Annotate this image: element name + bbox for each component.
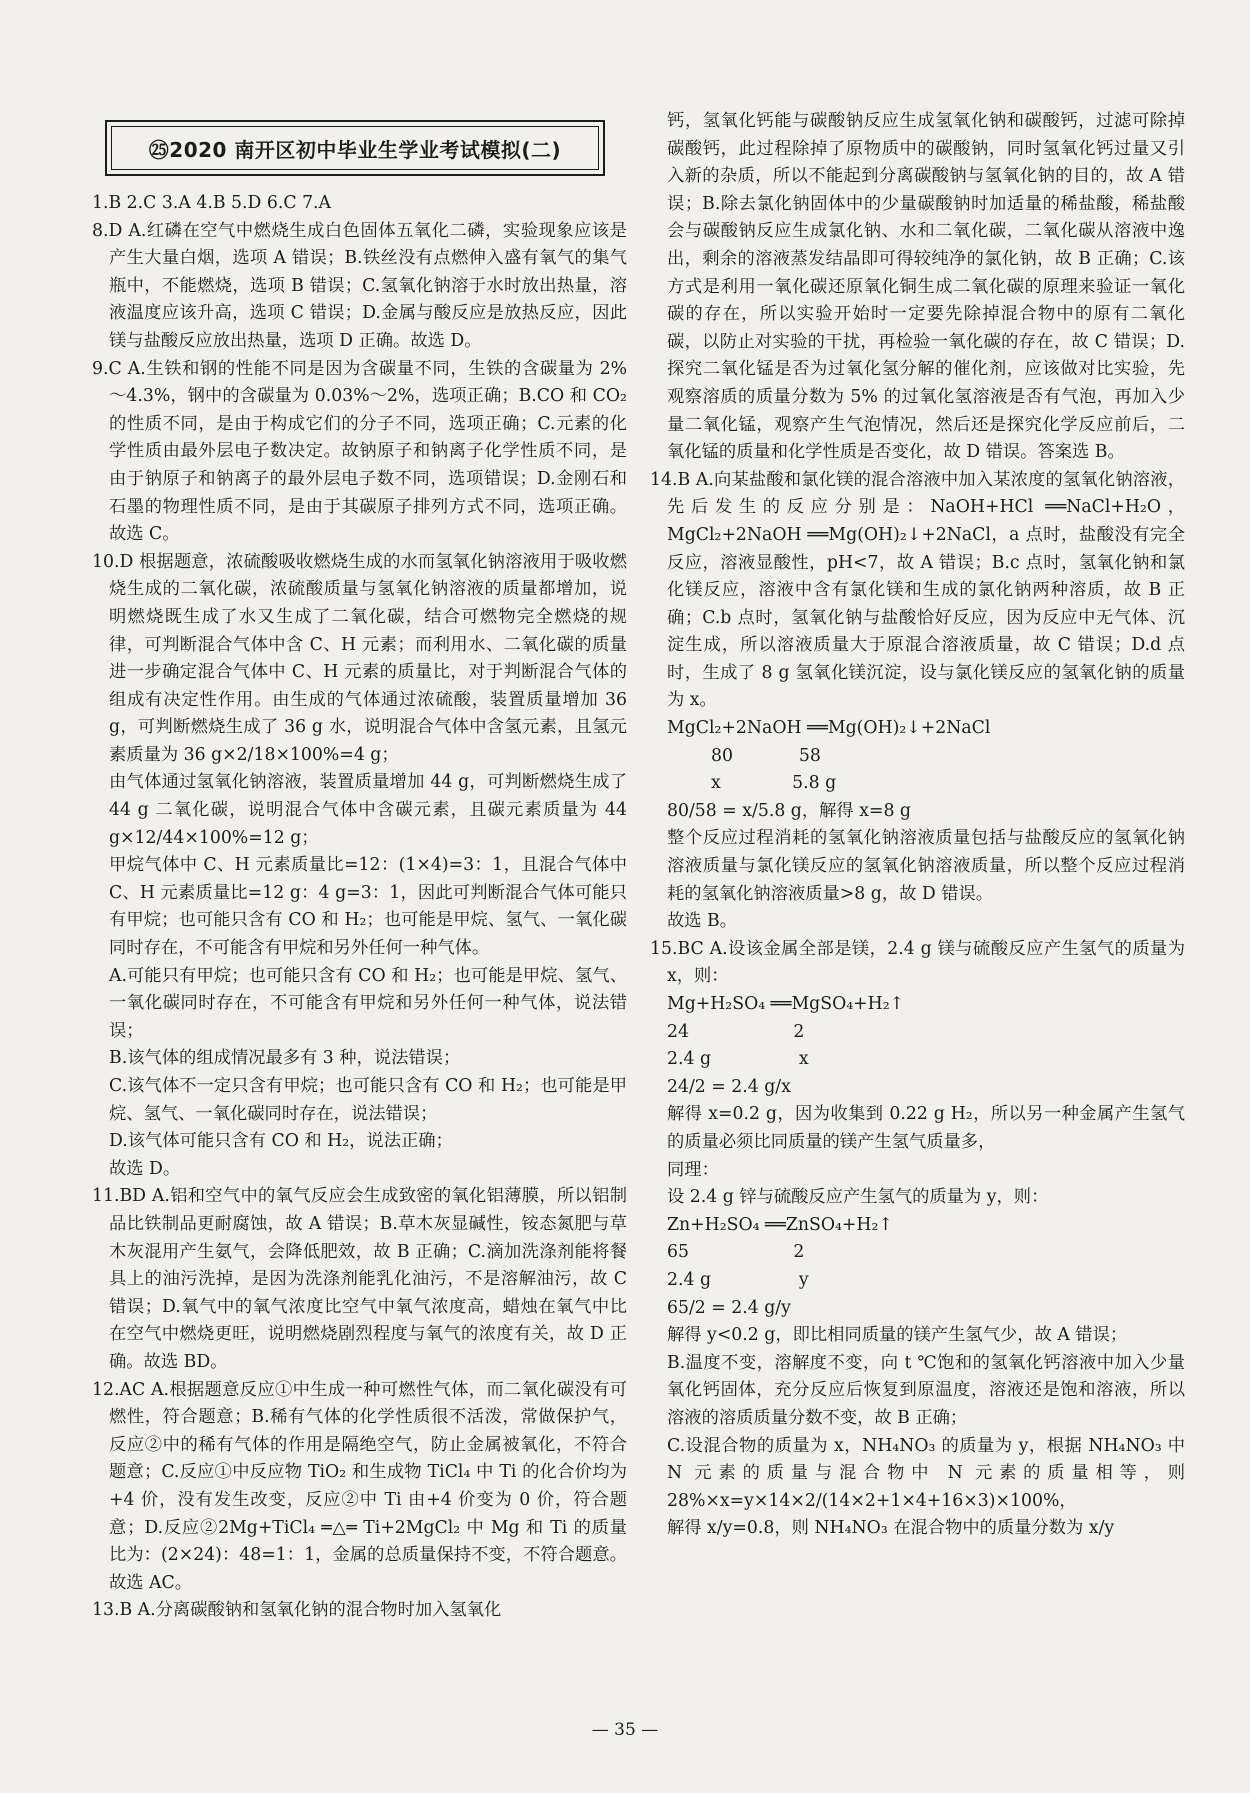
answer-paragraph: C.设混合物的质量为 x，NH₄NO₃ 的质量为 y，根据 NH₄NO₃ 中 N 元素的质量与混合物中 N 元素的质量相等，则 28%×x=y×14×2/(14×2+1×4+16×3)×100%，	[667, 1435, 1185, 1511]
equation-line: 2.4 g y	[667, 1269, 809, 1290]
equation-line: 24 2	[667, 1021, 805, 1042]
answer-paragraph: 设 2.4 g 锌与硫酸反应产生氢气的质量为 y，则：	[667, 1187, 1049, 1208]
answer-paragraph: 13.B A.分离碳酸钠和氢氧化钠的混合物时加入氢氧化	[92, 1600, 502, 1621]
answer-paragraph: 钙，氢氧化钙能与碳酸钠反应生成氢氧化钠和碳酸钙，过滤可除掉碳酸钙，此过程除掉了原物质中的碳酸钠，同时氢氧化钙过量又引入新的杂质，所以不能起到分离碳酸钠与氢氧化钠的目的，故 A 错误；B.除去氯化钠固体中的少量碳酸钠时加适量的稀盐酸，稀盐酸会与碳酸钠反应生成氯化钠、水和二氧化碳，二氧化碳从溶液中逸出，剩余的溶液蒸发结晶即可得较纯净的氯化钠，故 B 正确；C.该方式是利用一氧化碳还原氧化铜生成二氧化碳的原理来验证一氧化碳的存在，所以实验开始时一定要先除掉混合物中的原有二氧化碳，以防止对实验的干扰，再检验一氧化碳的存在，故 C 错误；D.探究二氧化锰是否为过氧化氢分解的催化剂，应该做对比实验，先观察溶质的质量分数为 5% 的过氧化氢溶液是否有气泡，再加入少量二氧化锰，观察产生气泡情况，然后还是探究化学反应前后，二氧化锰的质量和化学性质是否变化，故 D 错误。答案选 B。	[667, 111, 1185, 463]
answer-paragraph: 故选 B。	[667, 911, 738, 932]
page-title	[105, 120, 605, 176]
answer-paragraph: 9.C A.生铁和钢的性能不同是因为含碳量不同，生铁的含碳量为 2%～4.3%，钢中的含碳量为 0.03%～2%，选项正确；B.CO 和 CO₂ 的性质不同，是由于构成它们的分子不同，选项正确；C.元素的化学性质由最外层电子数决定。故钠原子和钠离子化学性质不同，是由于钠原子和钠离子的最外层电子数不同，选项错误；D.金刚石和石墨的物理性质不同，是由于其碳原子排列方式不同，选项正确。故选 C。	[92, 358, 627, 545]
answer-paragraph: C.该气体不一定只含有甲烷；也可能只含有 CO 和 H₂；也可能是甲烷、氢气、一氧化碳同时存在，说法错误；	[109, 1076, 627, 1124]
left-column	[92, 190, 627, 1625]
answer-paragraph: 同理：	[667, 1159, 719, 1180]
right-column	[650, 108, 1185, 1543]
equation-line: 2.4 g x	[667, 1049, 809, 1070]
equation-line: MgCl₂+2NaOH ══Mg(OH)₂↓+2NaCl	[667, 718, 991, 739]
equation-line: 24/2 = 2.4 g/x	[667, 1076, 791, 1097]
answer-paragraph: 故选 D。	[109, 1158, 181, 1179]
answer-paragraph: 14.B A.向某盐酸和氯化镁的混合溶液中加入某浓度的氢氧化钠溶液，先后发生的反应分别是：NaOH+HCl ══NaCl+H₂O，MgCl₂+2NaOH ══Mg(OH)₂↓+2NaCl，a 点时，盐酸没有完全反应，溶液显酸性，pH<7，故 A 错误；B.c 点时，氢氧化钠和氯化镁反应，溶液中含有氯化镁和生成的氯化钠两种溶质，故 B 正确；C.b 点时，氢氧化钠与盐酸恰好反应，因为反应中无气体、沉淀生成，所以溶液质量大于原混合溶液质量，故 C 错误；D.d 点时，生成了 8 g 氢氧化镁沉淀，设与氯化镁反应的氢氧化钠的质量为 x。	[650, 469, 1185, 711]
answer-paragraph: 甲烷气体中 C、H 元素质量比=12：(1×4)=3：1，且混合气体中 C、H 元素质量比=12 g：4 g=3：1，因此可判断混合气体可能只有甲烷；也可能只含有 CO 和 H₂；也可能是甲烷、氢气、一氧化碳同时存在，不可能含有甲烷和另外任何一种气体。	[109, 855, 627, 959]
answer-paragraph: D.该气体可能只含有 CO 和 H₂，说法正确；	[109, 1131, 453, 1152]
answer-paragraph: 11.BD A.铝和空气中的氧气反应会生成致密的氧化铝薄膜，所以铝制品比铁制品更耐腐蚀，故 A 错误；B.草木灰显碱性，铵态氮肥与草木灰混用产生氨气，会降低肥效，故 B 正确；C.滴加洗涤剂能将餐具上的油污洗掉，是因为洗涤剂能乳化油污，不是溶解油污，故 C 错误；D.氧气中的氧气浓度比空气中氧气浓度高，蜡烛在氧气中比在空气中燃烧更旺，说明燃烧剧烈程度与氧气的浓度有关，故 D 正确。故选 BD。	[92, 1186, 627, 1372]
equation-line: 65 2	[667, 1242, 805, 1263]
equation-line: Mg+H₂SO₄ ══MgSO₄+H₂↑	[667, 994, 905, 1014]
answer-paragraph: B.温度不变，溶解度不变，向 t ℃饱和的氢氧化钙溶液中加入少量氧化钙固体，充分反应后恢复到原温度，溶液还是饱和溶液，所以溶液的溶质质量分数不变，故 B 正确；	[667, 1352, 1185, 1428]
answer-paragraph: 10.D 根据题意，浓硫酸吸收燃烧生成的水而氢氧化钠溶液用于吸收燃烧生成的二氧化碳，浓硫酸质量与氢氧化钠溶液的质量都增加，说明燃烧既生成了水又生成了二氧化碳，结合可燃物完全燃烧的规律，可判断混合气体中含 C、H 元素；而利用水、二氧化碳的质量进一步确定混合气体中 C、H 元素的质量比，对于判断混合气体的组成有决定性作用。由生成的气体通过浓硫酸，装置质量增加 36 g，可判断燃烧生成了 36 g 水，说明混合气体中含氢元素，且氢元素质量为 36 g×2/18×100%=4 g；	[92, 551, 627, 765]
title-text: ㉕2020 南开区初中毕业生学业考试模拟(二)	[148, 137, 562, 162]
equation-line: 65/2 = 2.4 g/y	[667, 1297, 791, 1318]
equation-line: x 5.8 g	[667, 773, 837, 794]
answer-paragraph: 解得 y<0.2 g，即比相同质量的镁产生氢气少，故 A 错误；	[667, 1325, 1128, 1346]
page-number: — 35 —	[591, 1720, 659, 1740]
answer-line: 1.B 2.C 3.A 4.B 5.D 6.C 7.A	[92, 193, 332, 213]
answer-paragraph: 由气体通过氢氧化钠溶液，装置质量增加 44 g，可判断燃烧生成了 44 g 二氧化碳，说明混合气体中含碳元素，且碳元素质量为 44 g×12/44×100%=12 g；	[109, 772, 627, 848]
answer-paragraph: 15.BC A.设该金属全部是镁，2.4 g 镁与硫酸反应产生氢气的质量为 x，则：	[650, 938, 1185, 987]
equation-line: Zn+H₂SO₄ ══ZnSO₄+H₂↑	[667, 1214, 893, 1235]
answer-paragraph: 8.D A.红磷在空气中燃烧生成白色固体五氧化二磷，实验现象应该是产生大量白烟，选项 A 错误；B.铁丝没有点燃伸入盛有氧气的集气瓶中，不能燃烧，选项 B 错误；C.氢氧化钠溶于水时放出热量，溶液温度应该升高，选项 C 错误；D.金属与酸反应是放热反应，因此镁与盐酸反应放出热量，选项 D 正确。故选 D。	[92, 220, 627, 351]
equation-line: 80/58 = x/5.8 g，解得 x=8 g	[667, 800, 911, 821]
answer-paragraph: 解得 x=0.2 g，因为收集到 0.22 g H₂，所以另一种金属产生氢气的质量必须比同质量的镁产生氢气质量多，	[667, 1104, 1185, 1152]
equation-line: 80 58	[667, 745, 821, 766]
answer-paragraph: B.该气体的组成情况最多有 3 种，说法错误；	[109, 1048, 461, 1069]
answer-paragraph: 12.AC A.根据题意反应①中生成一种可燃性气体，而二氧化碳没有可燃性，符合题意；B.稀有气体的化学性质很不活泼，常做保护气，反应②中的稀有气体的作用是隔绝空气，防止金属被氧化，不符合题意；C.反应①中反应物 TiO₂ 和生成物 TiCl₄ 中 Ti 的化合价均为+4 价，没有发生改变，反应②中 Ti 由+4 价变为 0 价，符合题意；D.反应②2Mg+TiCl₄ ═△═ Ti+2MgCl₂ 中 Mg 和 Ti 的质量比为：(2×24)：48=1：1，金属的总质量保持不变，不符合题意。故选 AC。	[92, 1379, 627, 1593]
answer-paragraph: A.可能只有甲烷；也可能只含有 CO 和 H₂；也可能是甲烷、氢气、一氧化碳同时存在，不可能含有甲烷和另外任何一种气体，说法错误；	[109, 965, 627, 1041]
answer-paragraph: 整个反应过程消耗的氢氧化钠溶液质量包括与盐酸反应的氢氧化钠溶液质量与氯化镁反应的氢氧化钠溶液质量，所以整个反应过程消耗的氢氧化钠溶液质量>8 g，故 D 错误。	[667, 828, 1185, 904]
answer-paragraph: 解得 x/y=0.8，则 NH₄NO₃ 在混合物中的质量分数为 x/y	[667, 1518, 1115, 1539]
